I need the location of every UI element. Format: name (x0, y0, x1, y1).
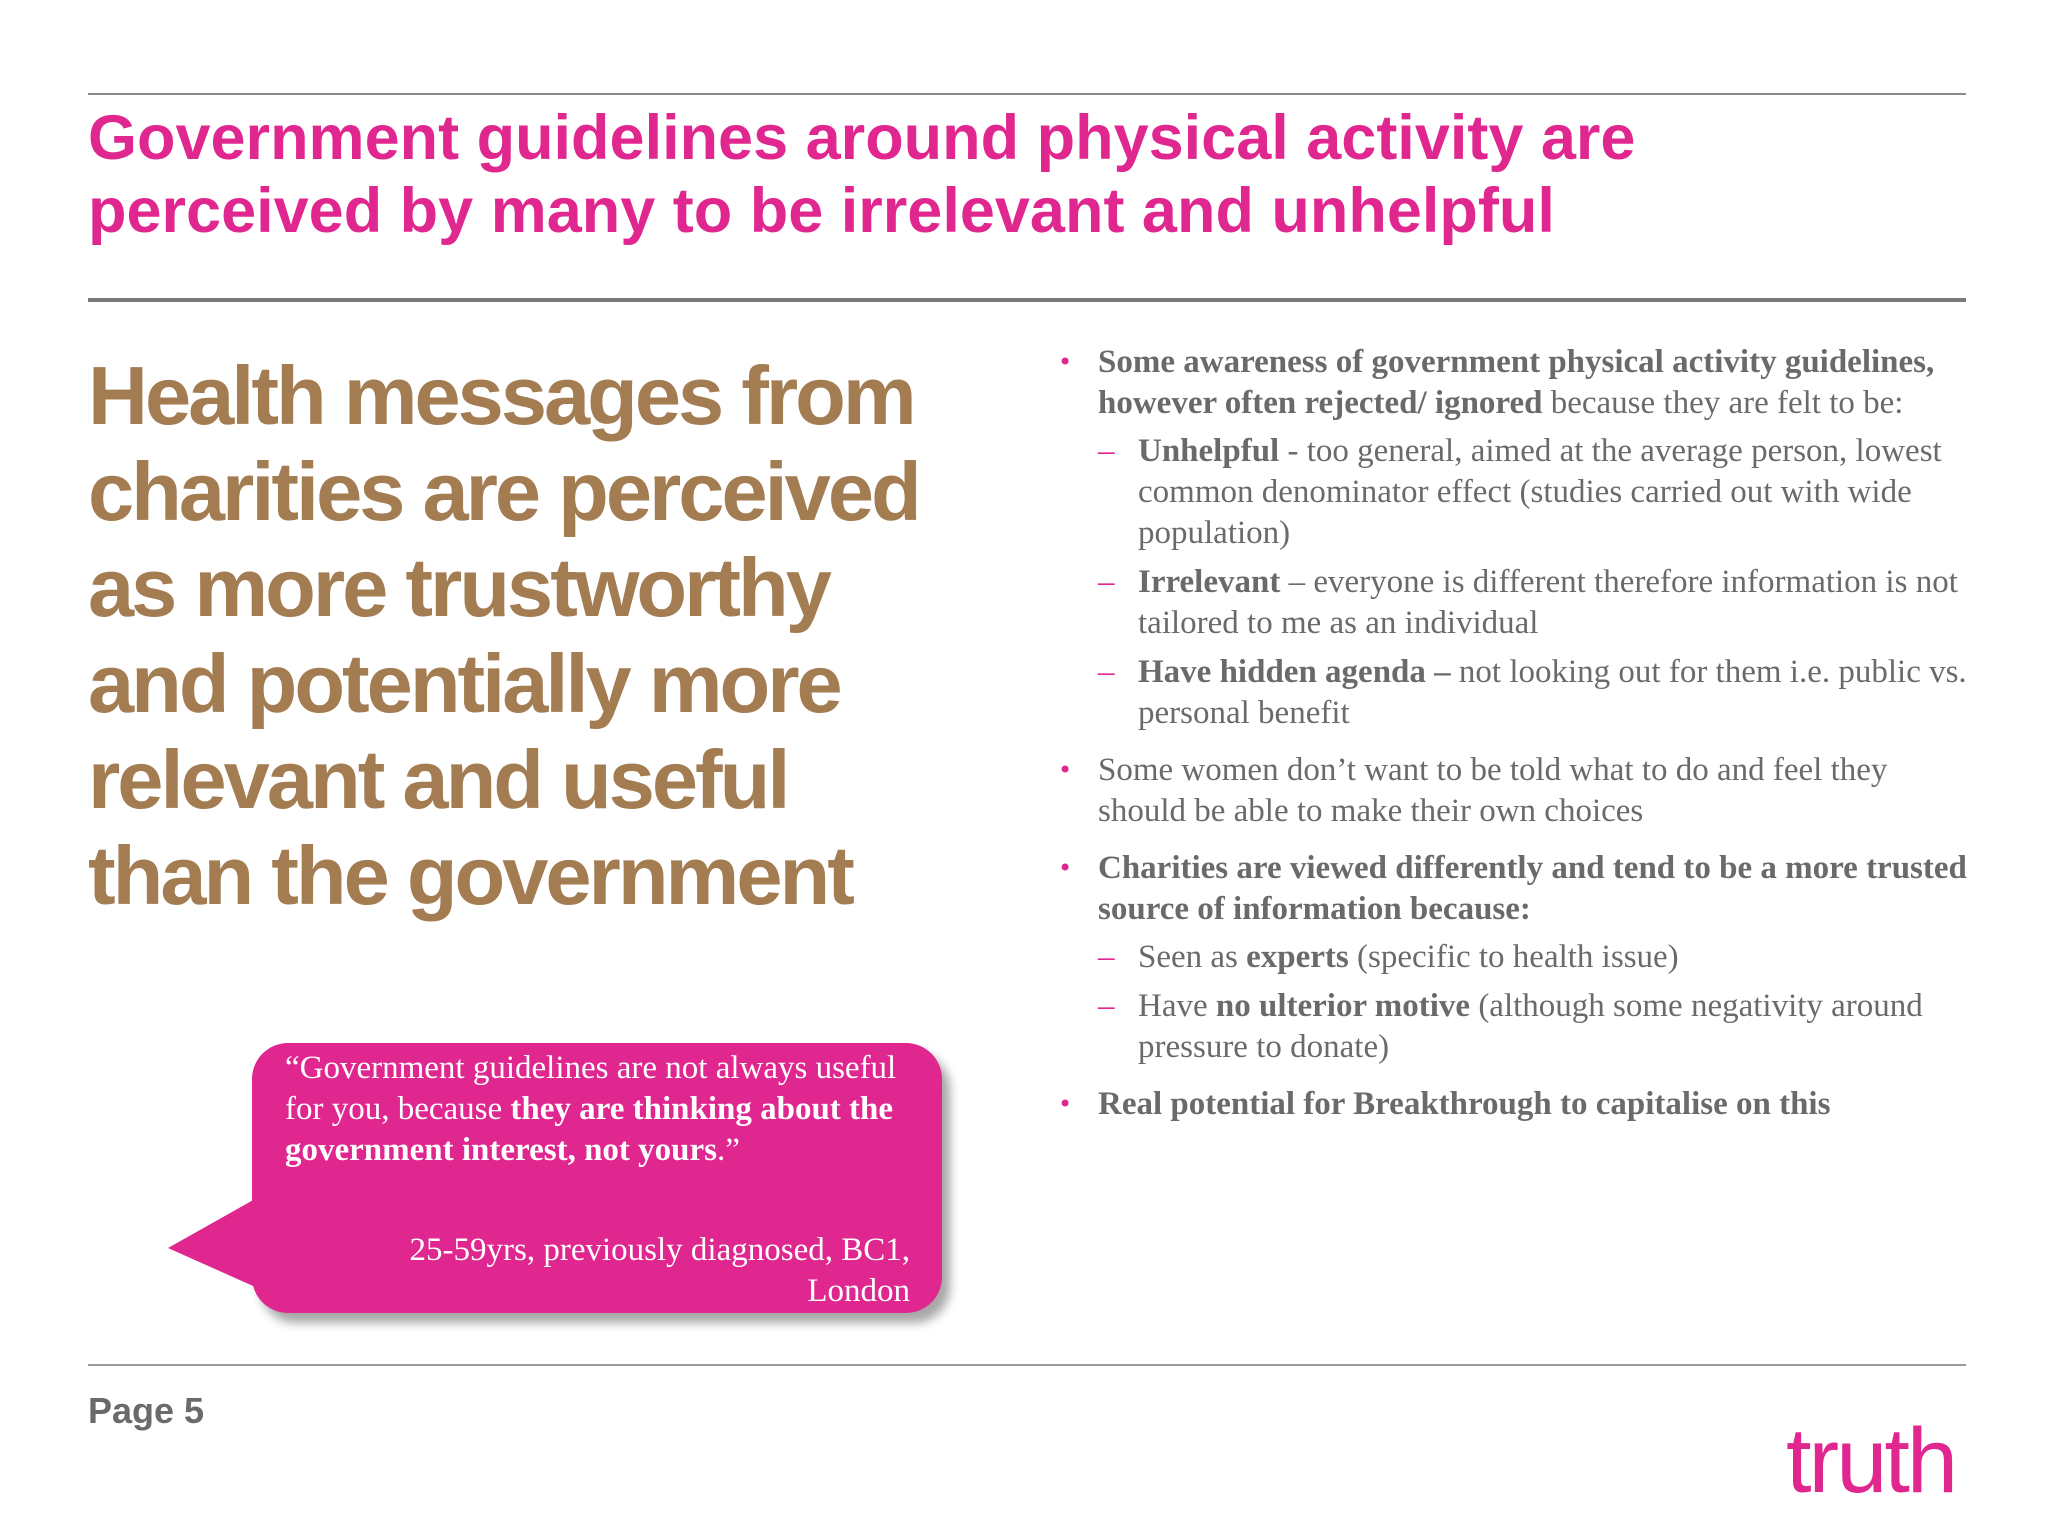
sub-dash-icon: – (1098, 988, 1115, 1024)
bullet-bold-text: Some awareness of government physical activity guidelines, however often rejected/ ignored (1098, 344, 1935, 421)
bullet-item (1058, 750, 1973, 832)
sub-text: not looking out for them i.e. public vs. personal benefit (1138, 654, 1967, 731)
attribution-line-2: London (807, 1273, 910, 1309)
page-number: Page 5 (88, 1390, 205, 1431)
sub-item (1058, 937, 1973, 978)
sub-dash-icon: – (1098, 564, 1115, 600)
sub-bold-text: Unhelpful (1138, 433, 1280, 469)
slide-title-line-1: Government guidelines around physical activity are (88, 103, 1636, 173)
sub-text: (specific to health issue) (1348, 939, 1679, 975)
headline (88, 348, 1048, 924)
sub-text: – everyone is different therefore information is not tailored to me as an individual (1138, 564, 1958, 641)
title-divider (88, 298, 1966, 302)
headline-line: as more trustworthy (88, 541, 829, 634)
sub-item (1058, 431, 1973, 554)
sub-dash-icon: – (1098, 654, 1115, 690)
bullet-item (1058, 848, 1973, 930)
bullet-list (1058, 342, 1973, 1125)
sub-item (1058, 986, 1973, 1068)
sub-item (1058, 562, 1973, 644)
bullet-item (1058, 342, 1973, 424)
headline-line: charities are perceived (88, 445, 919, 538)
bullet-dot-icon: • (1058, 756, 1073, 784)
attribution-line-1: 25-59yrs, previously diagnosed, BC1, (409, 1232, 910, 1268)
bullet-dot-icon: • (1058, 1090, 1073, 1118)
top-divider (88, 93, 1966, 95)
headline-line: Health messages from (88, 349, 914, 442)
quote-part-2: .” (717, 1132, 740, 1168)
bullet-text: because they are felt to be: (1550, 385, 1904, 421)
bullet-item (1058, 1084, 1973, 1125)
sub-dash-icon: – (1098, 939, 1115, 975)
slide-title (88, 102, 1948, 248)
sub-text: (although some negativity around pressure to donate) (1138, 988, 1923, 1065)
bullet-dot-icon: • (1058, 348, 1073, 376)
bullet-text: Some women don’t want to be told what to do and feel they should be able to make their own choices (1098, 752, 1888, 829)
quote-part-1: “Government guidelines are not always useful for you, because (285, 1050, 897, 1127)
headline-line: relevant and useful (88, 733, 788, 826)
headline-line: than the government (88, 829, 852, 922)
sub-bold-text: experts (1246, 939, 1349, 975)
sub-text: - too general, aimed at the average person, lowest common denominator effect (studies carried out with wide population) (1138, 433, 1942, 551)
sub-dash-icon: – (1098, 433, 1115, 469)
sub-bold-text: Irrelevant (1138, 564, 1281, 600)
sub-pre-text: Have (1138, 988, 1216, 1024)
slide-title-line-2: perceived by many to be irrelevant and unhelpful (88, 176, 1555, 246)
quote-attribution (285, 1230, 910, 1312)
sub-item (1058, 652, 1973, 734)
bullet-dot-icon: • (1058, 854, 1073, 882)
bullet-bold-text: Charities are viewed differently and tend to be a more trusted source of information because: (1098, 850, 1967, 927)
sub-pre-text: Seen as (1138, 939, 1247, 975)
quote-emphasis: they are thinking about the government interest, not yours (285, 1091, 894, 1168)
bullet-bold-text: Real potential for Breakthrough to capitalise on this (1098, 1086, 1831, 1122)
sub-bold-text: no ulterior motive (1215, 988, 1471, 1024)
sub-bold-text: Have hidden agenda – (1138, 654, 1451, 690)
quote-text (285, 1048, 915, 1171)
footer-divider (88, 1364, 1966, 1366)
truth-logo: truth (1786, 1410, 1956, 1512)
headline-line: and potentially more (88, 637, 840, 730)
